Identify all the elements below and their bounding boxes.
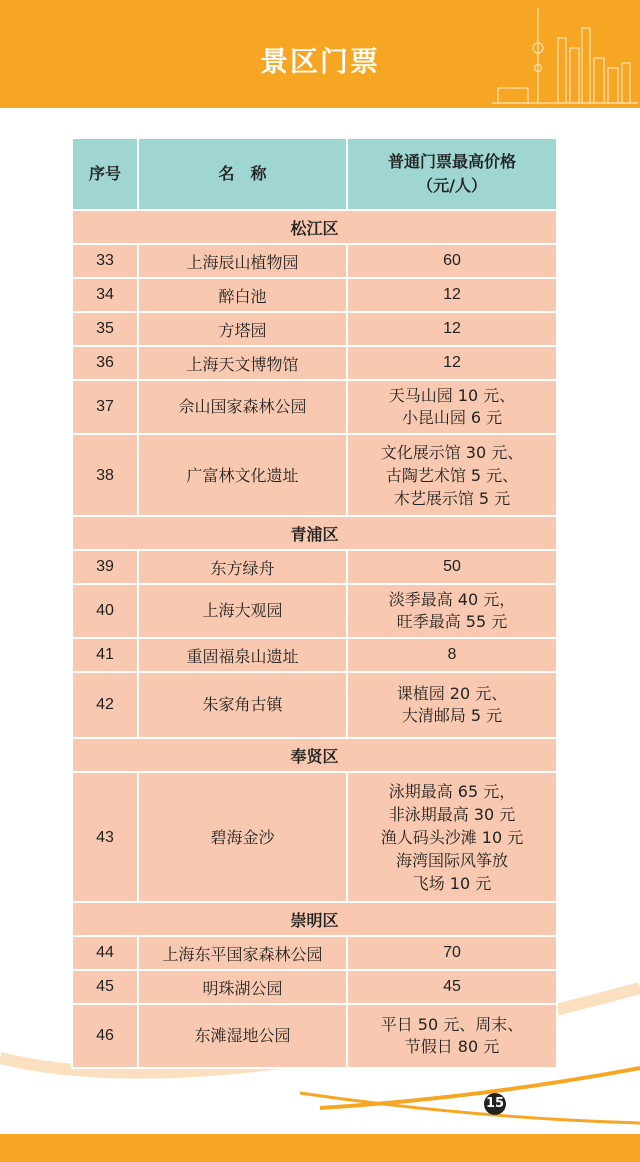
table-header-row bbox=[72, 138, 557, 210]
ticket-price-table bbox=[71, 137, 558, 1069]
table-row: 42 朱家角古镇 课植园 20 元、 大清邮局 5 元 bbox=[72, 672, 557, 738]
table-row: 41 重固福泉山遗址 8 bbox=[72, 638, 557, 672]
page-number-badge: 15 bbox=[484, 1093, 506, 1115]
table-row: 34 醉白池 12 bbox=[72, 278, 557, 312]
column-header-price: 普通门票最高价格 （元/人） bbox=[347, 138, 557, 210]
district-row: 崇明区 bbox=[72, 902, 557, 936]
table-row: 43 碧海金沙 泳期最高 65 元， 非泳期最高 30 元 渔人码头沙滩 10 元 海湾国际风筝放 飞场 10 元 bbox=[72, 772, 557, 902]
column-header-number: 序号 bbox=[72, 138, 138, 210]
table-row: 33 上海辰山植物园 60 bbox=[72, 244, 557, 278]
page-title: 景区门票 bbox=[259, 45, 380, 78]
table-row: 45 明珠湖公园 45 bbox=[72, 970, 557, 1004]
header-banner bbox=[0, 0, 640, 108]
table-row: 40 上海大观园 淡季最高 40 元， 旺季最高 55 元 bbox=[72, 584, 557, 638]
footer-bar bbox=[0, 1134, 640, 1162]
table-row: 36 上海天文博物馆 12 bbox=[72, 346, 557, 380]
table-row: 38 广富林文化遗址 文化展示馆 30 元、 古陶艺术馆 5 元、 木艺展示馆 5 元 bbox=[72, 434, 557, 516]
table-row: 46 东滩湿地公园 平日 50 元、周末、 节假日 80 元 bbox=[72, 1004, 557, 1068]
table-row: 37 佘山国家森林公园 天马山园 10 元、 小昆山园 6 元 bbox=[72, 380, 557, 434]
district-row: 松江区 bbox=[72, 210, 557, 244]
district-row: 奉贤区 bbox=[72, 738, 557, 772]
table-row: 44 上海东平国家森林公园 70 bbox=[72, 936, 557, 970]
city-skyline-icon bbox=[490, 8, 640, 108]
district-row: 青浦区 bbox=[72, 516, 557, 550]
column-header-name: 名 称 bbox=[138, 138, 347, 210]
table-row: 35 方塔园 12 bbox=[72, 312, 557, 346]
table-row: 39 东方绿舟 50 bbox=[72, 550, 557, 584]
